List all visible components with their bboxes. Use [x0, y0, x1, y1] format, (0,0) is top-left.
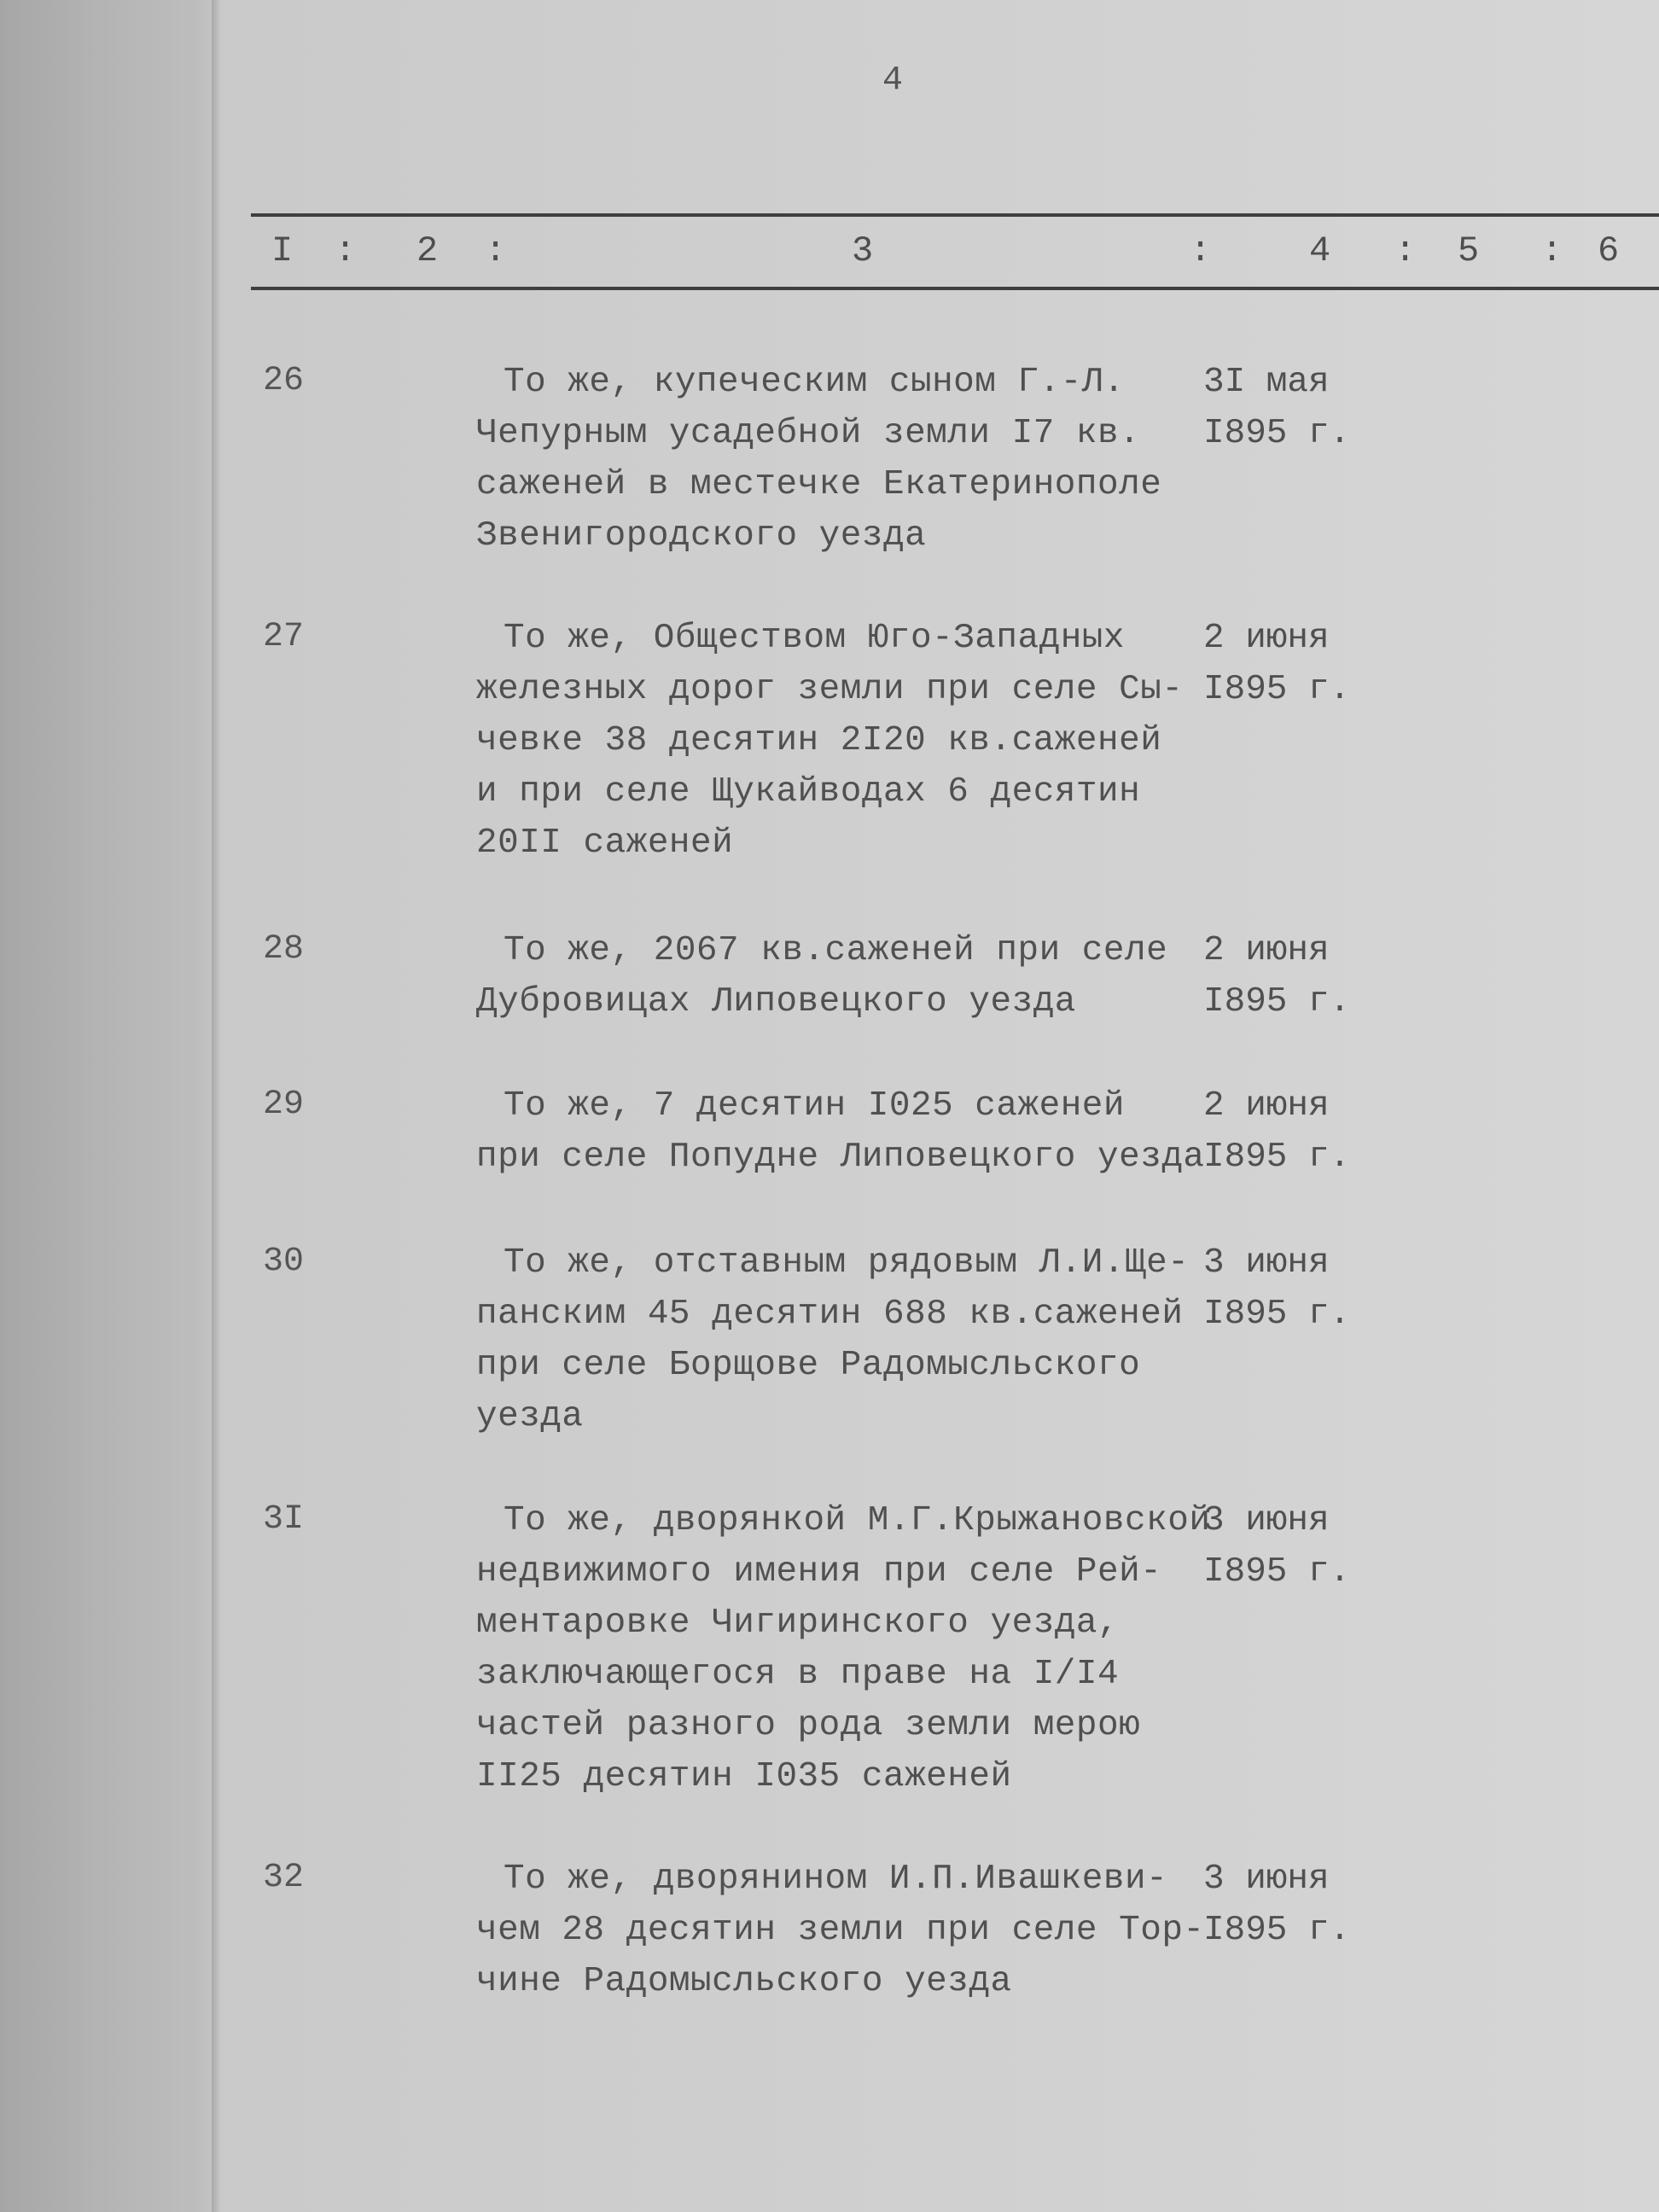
entry-description [476, 1854, 1210, 2007]
col-header-6: 6 [1598, 230, 1620, 271]
entry-date [1203, 1495, 1350, 1598]
entry-line: и при селе Щукайводах 6 десятин [476, 772, 1141, 812]
entry-date-day: 3I мая [1203, 363, 1330, 402]
entry-line: при селе Борщове Радомысльского [476, 1346, 1141, 1385]
col-header-4: 4 [1309, 230, 1331, 271]
entry-description [476, 613, 1210, 869]
entry-date-year: I895 г. [1203, 1911, 1351, 1950]
entry-date-day: 3 июня [1203, 1860, 1330, 1899]
binding-shadow [212, 0, 220, 2212]
table-header-bottom-rule [251, 287, 1659, 290]
entry-line: ментаровке Чигиринского уезда, [476, 1604, 1120, 1643]
entry-date-year: I895 г. [1203, 414, 1351, 453]
entry-number: 26 [263, 362, 305, 400]
entry-line: Дубровицах Липовецкого уезда [476, 982, 1076, 1022]
entry-line: То же, 7 десятин I025 саженей [504, 1086, 1126, 1126]
entry-line: То же, отставным рядовым Л.И.Ще- [504, 1243, 1190, 1283]
col-header-2: 2 [416, 230, 439, 271]
entry-line: заключающегося в праве на I/I4 [476, 1655, 1120, 1694]
entry-date-day: 3 июня [1203, 1501, 1330, 1540]
entry-description [476, 1237, 1210, 1442]
entry-number: 30 [263, 1243, 305, 1281]
col-header-separator: : [1541, 230, 1563, 271]
page-number: 4 [882, 61, 904, 100]
entry-line: 20II саженей [476, 824, 734, 863]
entry-number: 28 [263, 930, 305, 969]
entry-date-day: 3 июня [1203, 1243, 1330, 1283]
entry-line: чине Радомысльского уезда [476, 1962, 1012, 2001]
entry-description [476, 357, 1210, 562]
entry-date-year: I895 г. [1203, 1138, 1351, 1177]
entry-date [1203, 1854, 1350, 1956]
entry-date-day: 2 июня [1203, 931, 1330, 970]
entry-line: То же, Обществом Юго-Западных [504, 619, 1126, 658]
entry-date-year: I895 г. [1203, 982, 1351, 1022]
entry-line: частей разного рода земли мерою [476, 1706, 1141, 1745]
entry-date [1203, 1080, 1350, 1183]
col-header-3: 3 [852, 230, 874, 271]
entry-date-day: 2 июня [1203, 619, 1330, 658]
col-header-separator: : [335, 230, 357, 271]
entry-line: саженей в местечке Екатеринополе [476, 465, 1162, 504]
entry-number: 3I [263, 1500, 305, 1539]
entry-number: 32 [263, 1859, 305, 1897]
entry-date [1203, 357, 1350, 459]
col-header-separator: : [1394, 230, 1417, 271]
col-header-separator: : [1190, 230, 1212, 271]
table-header-top-rule [251, 213, 1659, 217]
entry-date-year: I895 г. [1203, 1295, 1351, 1334]
entry-date [1203, 613, 1350, 715]
entry-line: уезда [476, 1397, 584, 1436]
entry-line: недвижимого имения при селе Рей- [476, 1552, 1162, 1592]
col-header-separator: : [485, 230, 507, 271]
entry-line: чевке 38 десятин 2I20 кв.саженей [476, 721, 1162, 760]
entry-date-year: I895 г. [1203, 1552, 1351, 1592]
entry-date [1203, 925, 1350, 1027]
entry-line: То же, 2067 кв.саженей при селе [504, 931, 1168, 970]
entry-number: 29 [263, 1086, 305, 1124]
entry-line: То же, дворянкой М.Г.Крыжановской [504, 1501, 1211, 1540]
entry-date-day: 2 июня [1203, 1086, 1330, 1126]
entry-line: Чепурным усадебной земли I7 кв. [476, 414, 1141, 453]
entry-date [1203, 1237, 1350, 1340]
entry-description [476, 1495, 1210, 1802]
entry-line: II25 десятин I035 саженей [476, 1757, 1012, 1796]
entry-line: при селе Попудне Липовецкого уезда [476, 1138, 1205, 1177]
col-header-5: 5 [1458, 230, 1480, 271]
entry-description [476, 925, 1210, 1027]
entry-description [476, 1080, 1210, 1183]
entry-number: 27 [263, 618, 305, 656]
entry-line: железных дорог земли при селе Сы- [476, 670, 1184, 709]
entry-line: Звенигородского уезда [476, 516, 927, 556]
entry-line: То же, купеческим сыном Г.-Л. [504, 363, 1126, 402]
entry-line: панским 45 десятин 688 кв.саженей [476, 1295, 1184, 1334]
entry-date-year: I895 г. [1203, 670, 1351, 709]
entry-line: чем 28 десятин земли при селе Тор- [476, 1911, 1205, 1950]
entry-line: То же, дворянином И.П.Ивашкеви- [504, 1860, 1168, 1899]
col-header-1: I [271, 230, 294, 271]
